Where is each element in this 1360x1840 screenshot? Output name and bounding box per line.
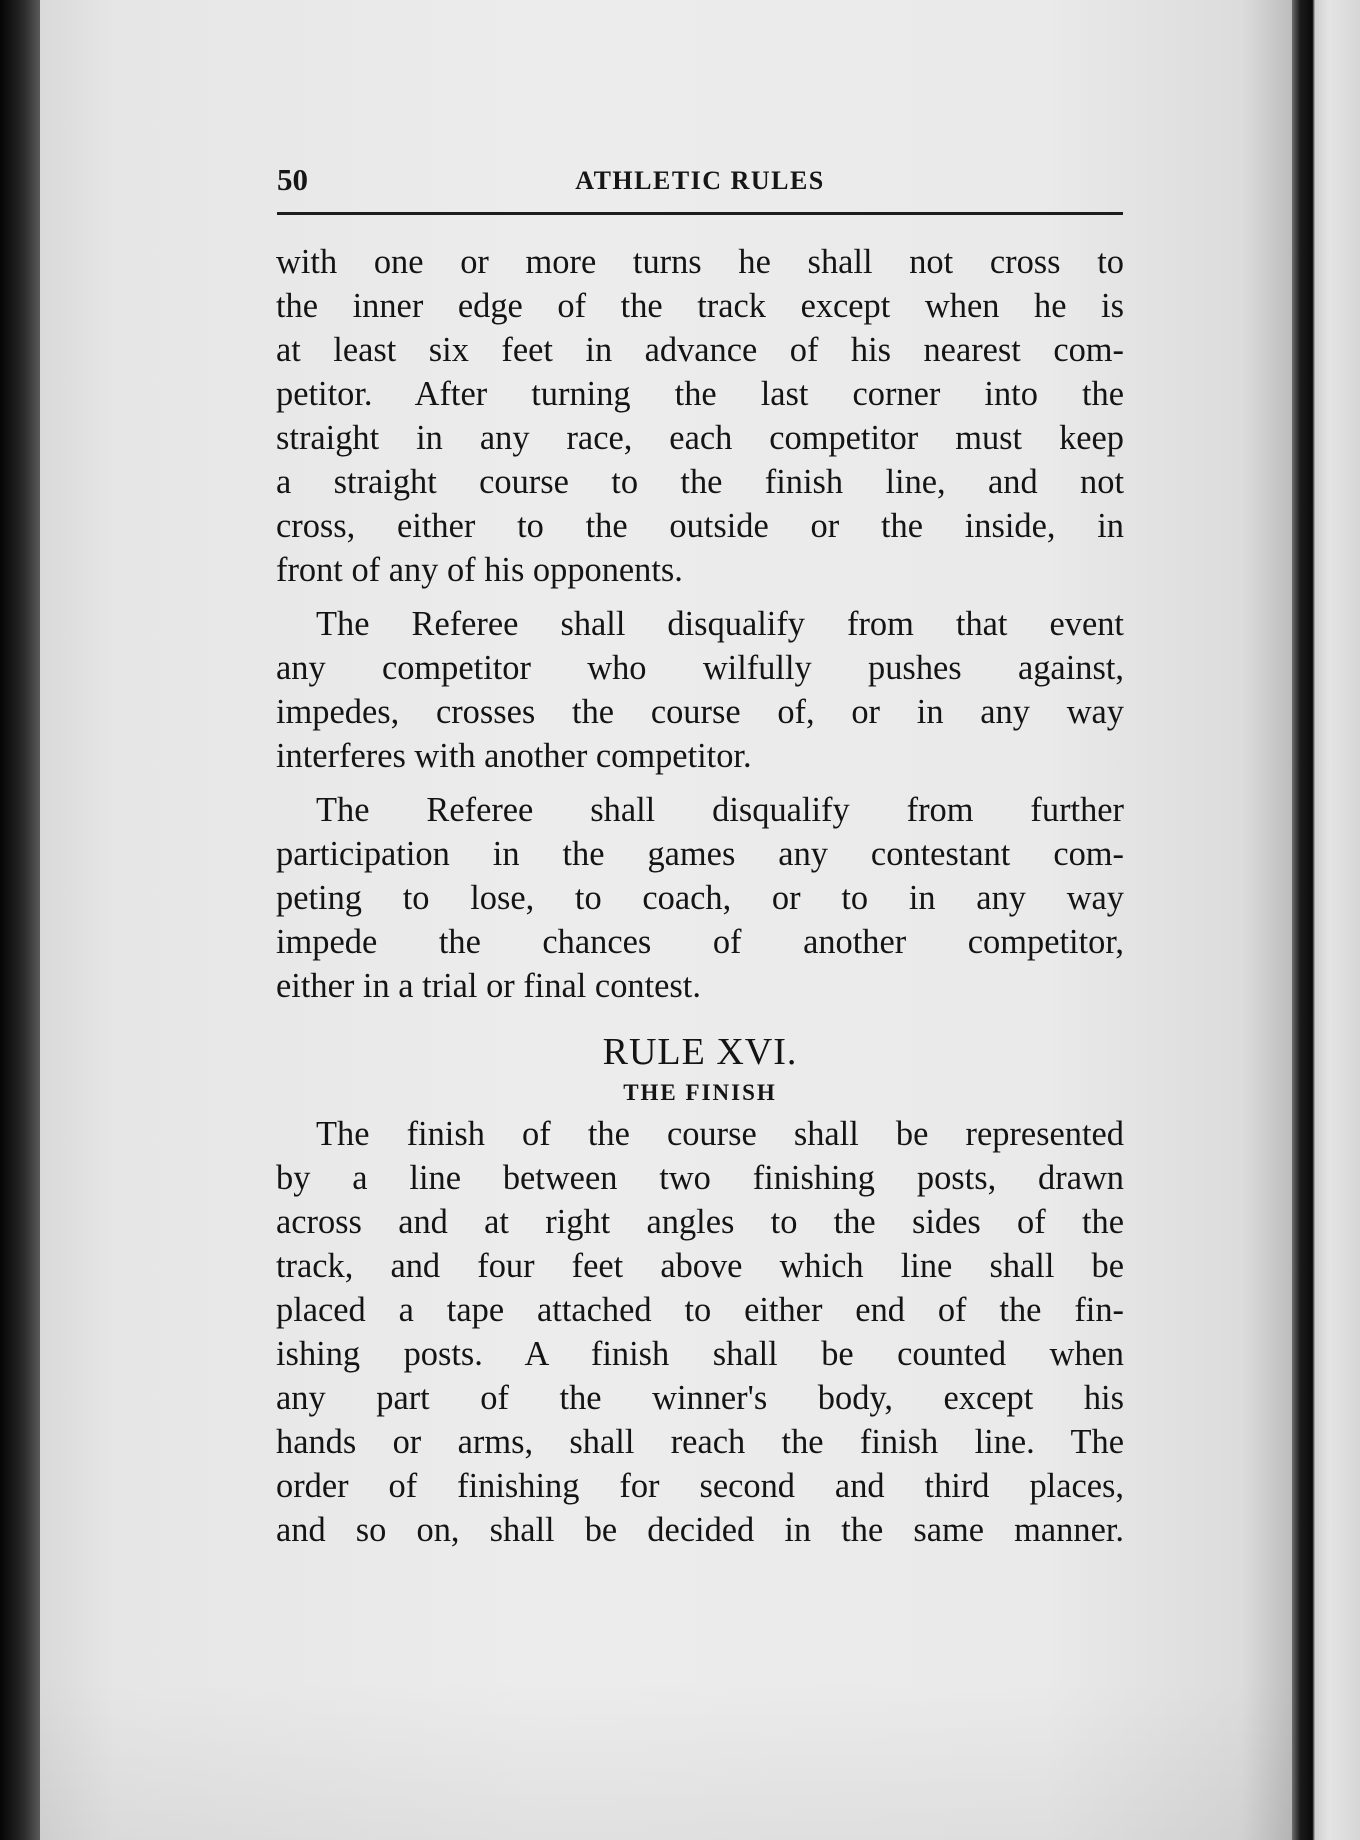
text-line: participation in the games any contestant com-	[276, 835, 1124, 873]
text-line: The Referee shall disqualify from further	[316, 791, 1124, 829]
text-line: the inner edge of the track except when he is	[276, 287, 1124, 325]
text-line: order of finishing for second and third places,	[276, 1467, 1124, 1505]
text-line: front of any of his opponents.	[276, 551, 683, 589]
text-line: any competitor who wilfully pushes against,	[276, 649, 1124, 687]
text-line: and so on, shall be decided in the same manner.	[276, 1511, 1124, 1549]
page-number: 50	[277, 162, 308, 197]
text-line: interferes with another competitor.	[276, 737, 752, 775]
text-line: a straight course to the finish line, and not	[276, 463, 1124, 501]
paragraph-2	[276, 602, 1124, 778]
paragraph-3	[276, 788, 1124, 1008]
text-line: impede the chances of another competitor,	[276, 923, 1124, 961]
running-title: ATHLETIC RULES	[575, 166, 825, 195]
text-line: cross, either to the outside or the inside, in	[276, 507, 1124, 545]
text-line: with one or more turns he shall not cross to	[276, 243, 1124, 281]
text-line: by a line between two finishing posts, drawn	[276, 1159, 1124, 1197]
body-text	[276, 240, 1124, 1552]
text-line: at least six feet in advance of his nearest com-	[276, 331, 1124, 369]
text-line: peting to lose, to coach, or to in any way	[276, 879, 1124, 917]
rule-paragraph	[276, 1112, 1124, 1552]
text-line: any part of the winner's body, except his	[276, 1379, 1124, 1417]
text-line: placed a tape attached to either end of the fin-	[276, 1291, 1124, 1329]
text-line: ishing posts. A finish shall be counted when	[276, 1335, 1124, 1373]
text-line: impedes, crosses the course of, or in any way	[276, 693, 1124, 731]
book-spine-shadow	[0, 0, 40, 1840]
text-line: track, and four feet above which line shall be	[276, 1247, 1124, 1285]
header-rule-line	[277, 212, 1123, 215]
text-line: The finish of the course shall be represented	[316, 1115, 1124, 1153]
text-line: straight in any race, each competitor must keep	[276, 419, 1124, 457]
text-line: across and at right angles to the sides of the	[276, 1203, 1124, 1241]
running-head	[277, 158, 1123, 204]
text-line: The Referee shall disqualify from that event	[316, 605, 1124, 643]
rule-heading: RULE XVI.	[602, 1031, 798, 1073]
adjacent-page-edge	[1292, 0, 1360, 1840]
text-line: hands or arms, shall reach the finish line. The	[276, 1423, 1124, 1461]
text-line: petitor. After turning the last corner into the	[276, 375, 1124, 413]
rule-subheading: THE FINISH	[623, 1080, 777, 1105]
text-line: either in a trial or final contest.	[276, 967, 701, 1005]
paragraph-1	[276, 240, 1124, 592]
